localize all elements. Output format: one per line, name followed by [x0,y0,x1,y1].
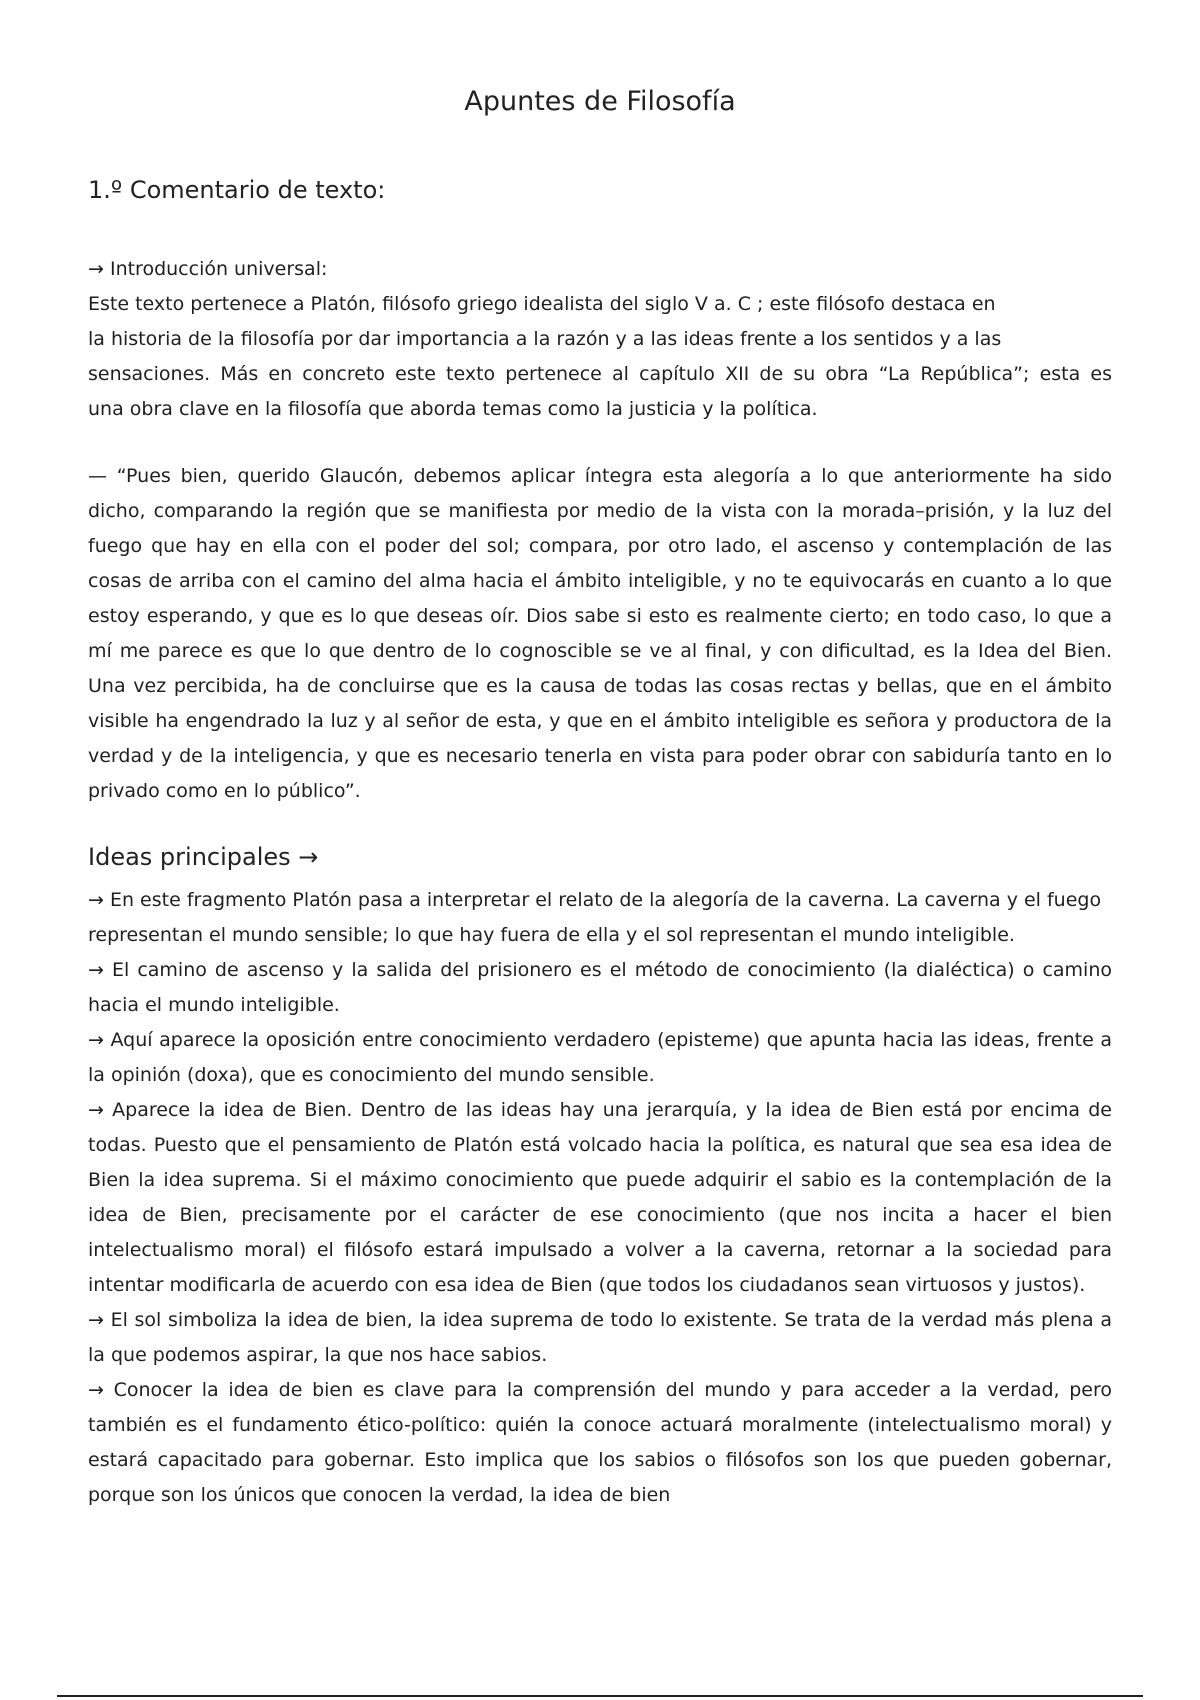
intro-line: la historia de la filosofía por dar importancia a la razón y a las ideas frente a los sentidos y a las [88,328,1002,350]
idea-text: representan el mundo sensible; lo que hay fuera de ella y el sol representan el mundo inteligible. [88,924,1015,946]
ideas-list [88,883,1112,1513]
list-item: → Conocer la idea de bien es clave para la comprensión del mundo y para acceder a la verdad, pero también es el fundamento ético-político: quién la conoce actuará moralmente (intelectualismo moral) y estará capacitado para gobernar. Esto implica que los sabios o filósofos son los que pueden gobernar, porque son los únicos que conocen la verdad, la idea de bien [88,1379,1112,1506]
list-item: → Aquí aparece la oposición entre conocimiento verdadero (episteme) que apunta hacia las ideas, frente a la opinión (doxa), que es conocimiento del mundo sensible. [88,1029,1112,1086]
footer-divider [57,1695,1143,1697]
intro-label: → Introducción universal: [88,258,328,280]
intro-line: Este texto pertenece a Platón, filósofo griego idealista del siglo V a. C ; este filósofo destaca en [88,293,996,315]
page-title: Apuntes de Filosofía [464,86,736,117]
intro-line: sensaciones. Más en concreto este texto pertenece al capítulo XII de su obra “La República”; esta es [88,363,1112,385]
list-item: → El camino de ascenso y la salida del prisionero es el método de conocimiento (la dialéctica) o camino hacia el mundo inteligible. [88,959,1112,1016]
list-item [88,883,1112,953]
quote-paragraph: — “Pues bien, querido Glaucón, debemos aplicar íntegra esta alegoría a lo que anteriormente ha sido dicho, comparando la región que se manifiesta por medio de la vista con la morada–prisión, y la luz del fuego que hay en ella con el poder del sol; compara, por otro lado, el ascenso y contemplación de las cosas de arriba con el camino del alma hacia el ámbito inteligible, y no te equivocarás en cuanto a lo que estoy esperando, y que es lo que deseas oír. Dios sabe si esto es realmente cierto; en todo caso, lo que a mí me parece es que lo que dentro de lo cognoscible se ve al final, y con dificultad, es la Idea del Bien. Una vez percibida, ha de concluirse que es la causa de todas las cosas rectas y bellas, que en el ámbito visible ha engendrado la luz y al señor de esta, y que en el ámbito inteligible es señora y productora de la verdad y de la inteligencia, y que es necesario tenerla en vista para poder obrar con sabiduría tanto en lo privado como en lo público”. [88,465,1112,802]
intro-line: una obra clave en la filosofía que aborda temas como la justicia y la política. [88,398,818,420]
list-item: → Aparece la idea de Bien. Dentro de las ideas hay una jerarquía, y la idea de Bien está por encima de todas. Puesto que el pensamiento de Platón está volcado hacia la política, es natural que sea esa idea de Bien la idea suprema. Si el máximo conocimiento que puede adquirir el sabio es la contemplación de la idea de Bien, precisamente por el carácter de ese conocimiento (que nos incita a hacer el bien intelectualismo moral) el filósofo estará impulsado a volver a la caverna, retornar a la sociedad para intentar modificarla de acuerdo con esa idea de Bien (que todos los ciudadanos sean virtuosos y justos). [88,1099,1112,1296]
idea-text: → En este fragmento Platón pasa a interpretar el relato de la alegoría de la caverna. La caverna y el fuego [88,889,1102,911]
list-item: → El sol simboliza la idea de bien, la idea suprema de todo lo existente. Se trata de la verdad más plena a la que podemos aspirar, la que nos hace sabios. [88,1309,1112,1366]
section-heading: 1.º Comentario de texto: [88,176,386,204]
ideas-heading: Ideas principales → [88,843,319,871]
intro-block [88,252,1112,427]
